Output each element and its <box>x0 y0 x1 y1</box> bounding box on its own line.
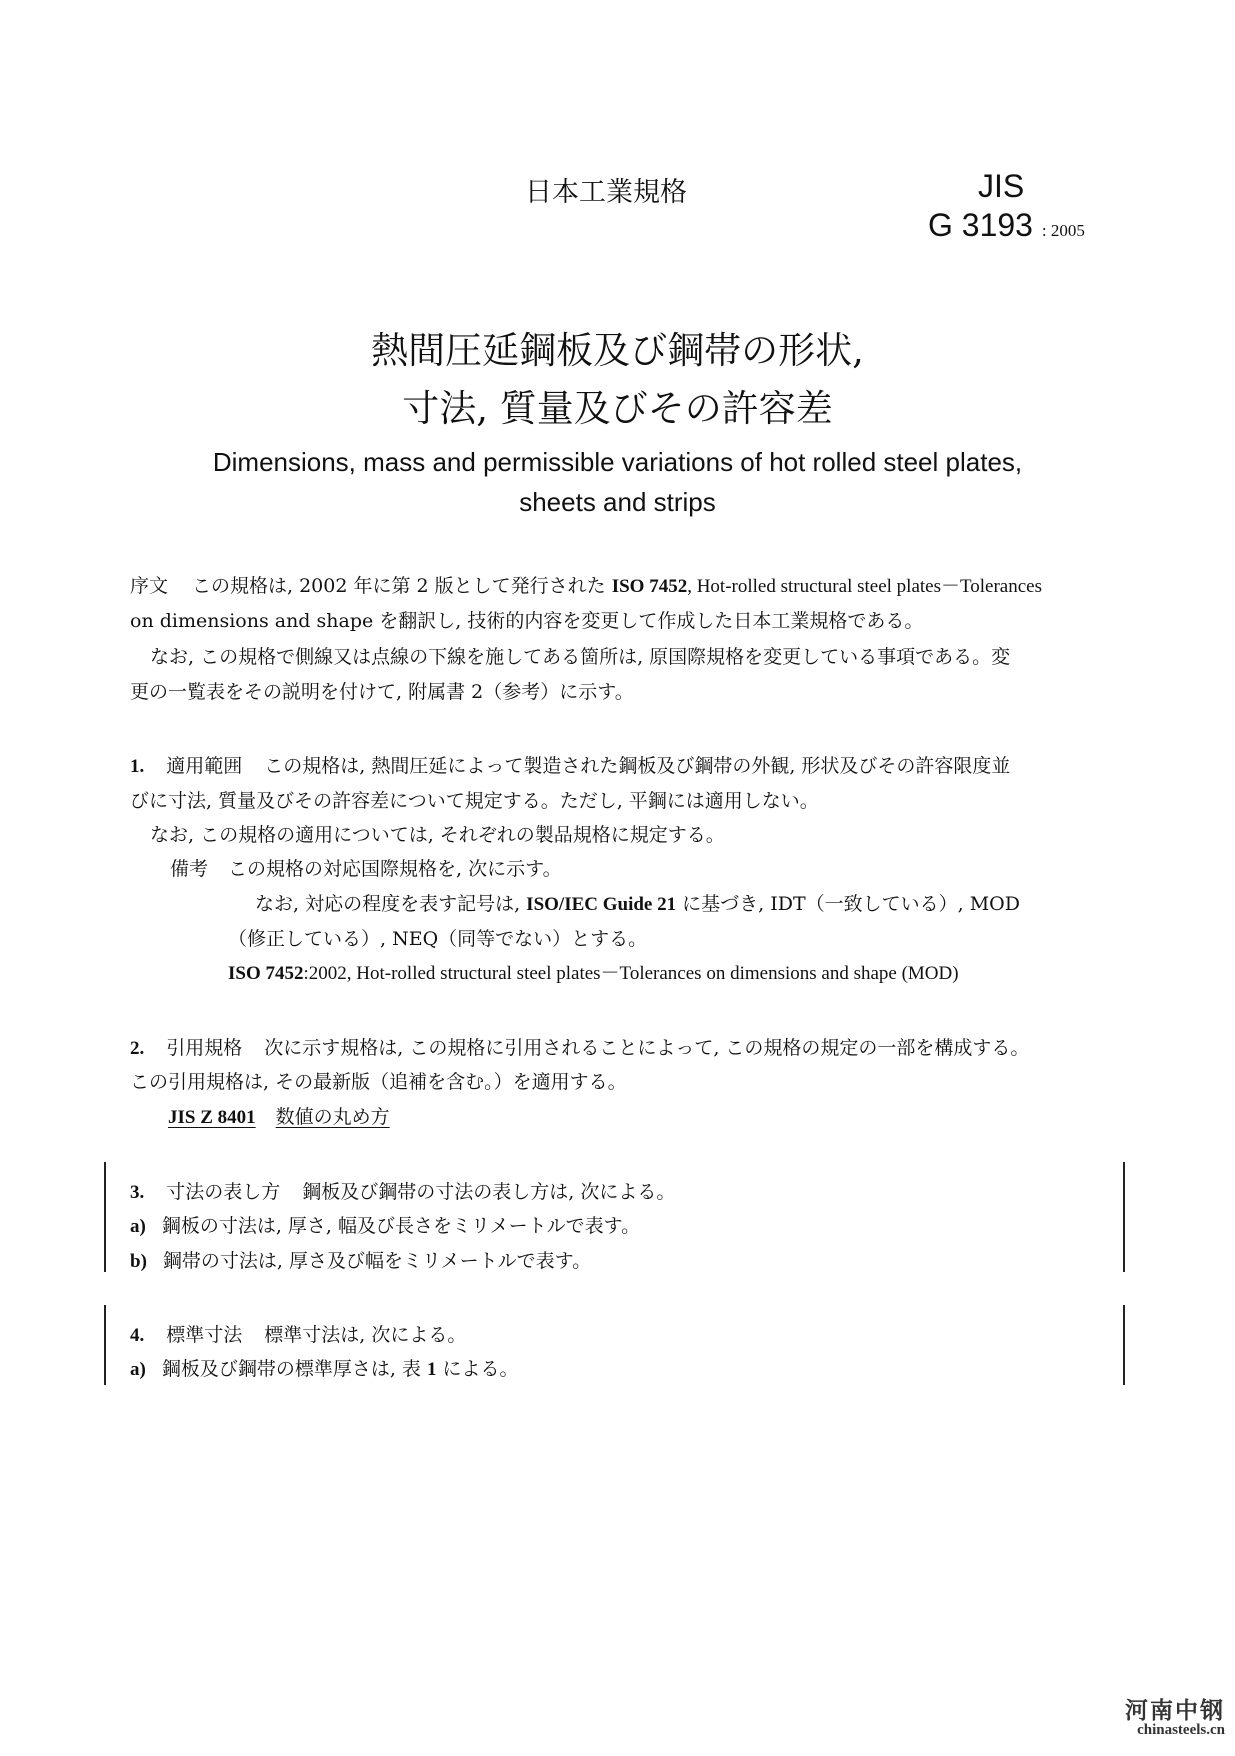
change-bar-right-s4 <box>1123 1305 1125 1385</box>
reference-title: 数値の丸め方 <box>275 1106 390 1128</box>
standard-number: G 3193 <box>928 207 1033 243</box>
header-jis: JIS <box>978 168 1025 204</box>
section-1-remark: 備考 この規格の対応国際規格を, 次に示す。 <box>170 858 562 880</box>
section-2-line2: この引用規格は, その最新版（追補を含む。）を適用する。 <box>130 1071 627 1093</box>
preface-line3: なお, この規格で側線又は点線の下線を施してある箇所は, 原国際規格を変更している事項である。変 <box>150 646 1011 668</box>
section-2-heading: 引用規格 <box>166 1037 243 1059</box>
watermark <box>1125 1700 1225 1738</box>
change-bar-left-s4 <box>104 1305 106 1385</box>
section-4-line1: 4. 標準寸法 標準寸法は, 次による。 <box>130 1324 467 1346</box>
section-1-remark-line2: なお, 対応の程度を表す記号は, ISO/IEC Guide 21 に基づき, IDT（一致している）, MOD <box>255 893 1020 915</box>
watermark-url: chinasteels.cn <box>1137 1722 1225 1738</box>
preface-line4: 更の一覧表をその説明を付けて, 附属書 2（参考）に示す。 <box>130 681 634 703</box>
iso-7452: ISO 7452 <box>611 576 688 597</box>
section-1-heading: 適用範囲 <box>166 755 243 777</box>
preface-line1: 序文 この規格は, 2002 年に第 2 版として発行された ISO 7452, Hot-rolled structural steel plates－Tolerances <box>130 575 1042 597</box>
watermark-cn: 河南中钢 <box>1125 1698 1225 1724</box>
remark-label: 備考 <box>170 858 209 880</box>
iso-7452-ref: ISO 7452 <box>228 963 304 984</box>
title-en-line1: Dimensions, mass and permissible variations of hot rolled steel plates, <box>212 447 1023 477</box>
jis-z-8401: JIS Z 8401 <box>168 1107 256 1128</box>
section-1-number: 1. <box>130 756 145 777</box>
section-4-item-a: a) 鋼板及び鋼帯の標準厚さは, 表 1 による。 <box>130 1358 519 1380</box>
section-1-line3: なお, この規格の適用については, それぞれの製品規格に規定する。 <box>150 824 725 846</box>
section-3-item-a: a) 鋼板の寸法は, 厚さ, 幅及び長さをミリメートルで表す。 <box>130 1215 641 1237</box>
title-en-line2: sheets and strips <box>519 487 716 517</box>
section-1-line1: 1. 適用範囲 この規格は, 熱間圧延によって製造された鋼板及び鋼帯の外観, 形状及びその許容限度並 <box>130 755 1011 777</box>
change-bar-left-s3 <box>104 1162 106 1272</box>
section-2-line1: 2. 引用規格 次に示す規格は, この規格に引用されることによって, この規格の規定の一部を構成する。 <box>130 1037 1030 1059</box>
section-4-heading: 標準寸法 <box>166 1324 243 1346</box>
section-4-number: 4. <box>130 1325 145 1346</box>
section-1-line2: びに寸法, 質量及びその許容差について規定する。ただし, 平鋼には適用しない。 <box>130 790 819 812</box>
section-2-number: 2. <box>130 1038 145 1059</box>
title-jp-line1: 熱間圧延鋼板及び鋼帯の形状, <box>371 329 864 372</box>
section-2-reference <box>168 1108 390 1127</box>
header-standard-number <box>928 207 1085 244</box>
preface-line2: on dimensions and shape を翻訳し, 技術的内容を変更して作成した日本工業規格である。 <box>130 610 924 632</box>
header-jp-standard: 日本工業規格 <box>525 177 687 208</box>
standard-year: : 2005 <box>1041 221 1085 240</box>
section-1-iso-reference: ISO 7452:2002, Hot-rolled structural steel plates－Tolerances on dimensions and shape (MOD) <box>228 963 959 984</box>
title-jp-line2: 寸法, 質量及びその許容差 <box>402 387 833 430</box>
section-3-item-b: b) 鋼帯の寸法は, 厚さ及び幅をミリメートルで表す。 <box>130 1250 592 1272</box>
section-3-number: 3. <box>130 1182 145 1203</box>
preface-label: 序文 <box>130 575 169 597</box>
section-3-line1: 3. 寸法の表し方 鋼板及び鋼帯の寸法の表し方は, 次による。 <box>130 1181 676 1203</box>
change-bar-right-s3 <box>1123 1162 1125 1272</box>
section-3-heading: 寸法の表し方 <box>166 1181 281 1203</box>
iso-iec-guide-21: ISO/IEC Guide 21 <box>526 894 677 915</box>
section-1-remark-line3: （修正している）, NEQ（同等でない）とする。 <box>228 928 648 950</box>
